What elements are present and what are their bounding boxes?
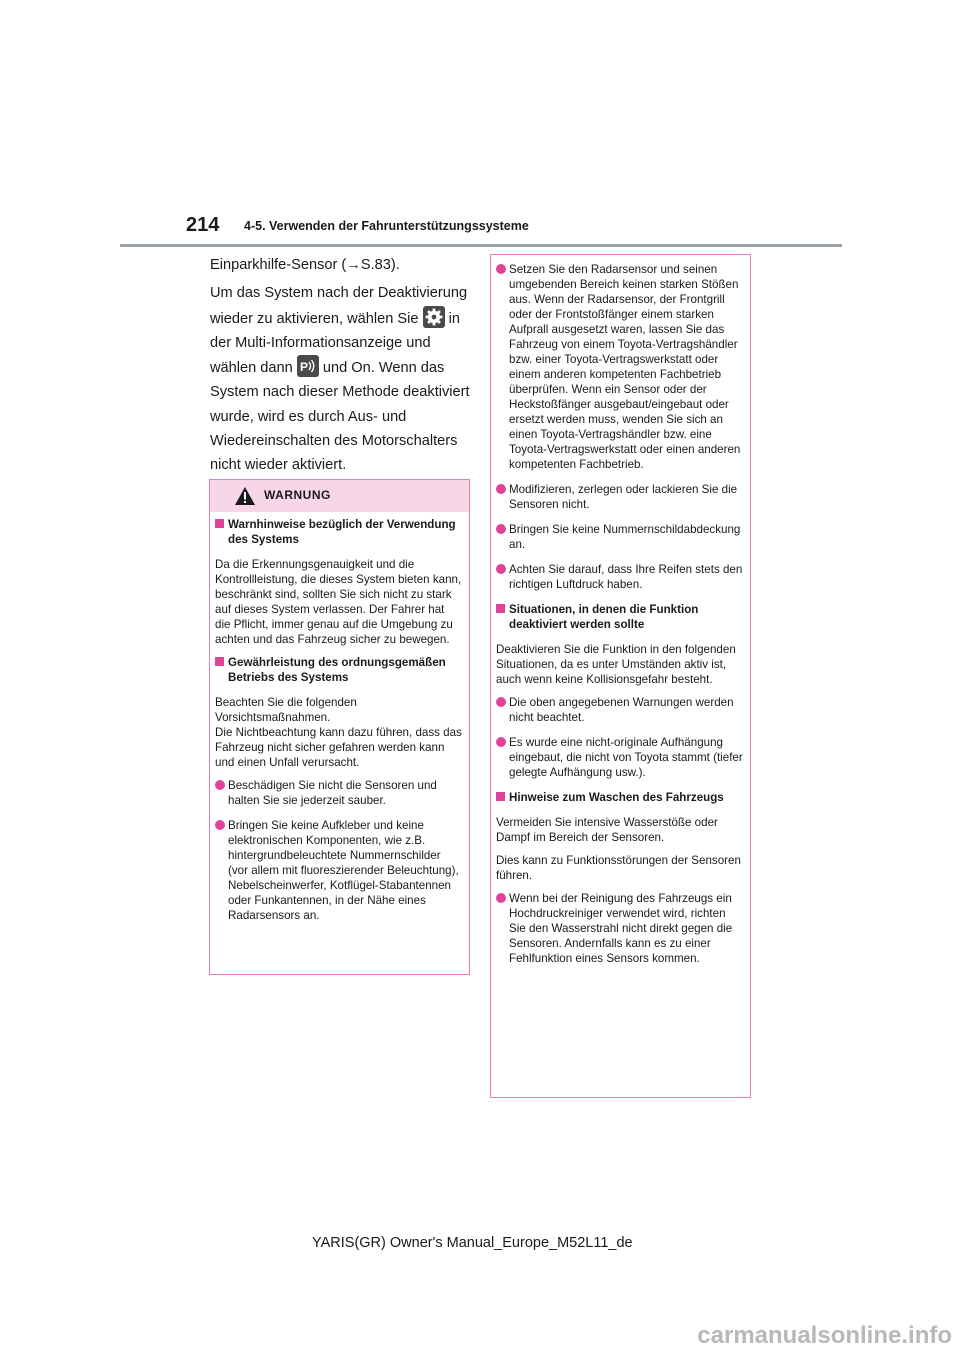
body-paragraph-2a: Um das System nach der Deaktivierung wieder zu aktivieren, wählen Sie: [210, 285, 468, 327]
right-warning-box: [490, 254, 751, 1098]
body-paragraph-2: [210, 281, 472, 477]
warning-content: [215, 517, 463, 933]
square-bullet-icon: [215, 657, 224, 666]
square-bullet-icon: [496, 792, 505, 801]
right-content: [496, 262, 744, 976]
page-number: 214: [186, 214, 220, 236]
square-bullet-icon: [215, 519, 224, 528]
warning-header: [210, 480, 469, 512]
body-paragraph-2c: und On. Wenn das System nach dieser Methode deaktiviert wurde, wird es durch Aus- und Wiedereinschalten des Motorschalters nicht wieder aktiviert.: [210, 360, 470, 474]
right-bullet-1: Setzen Sie den Radarsensor und seinen umgebenden Bereich keinen starken Stößen aus. Wenn der Radarsensor, der Frontgrill oder der Frontstoßfänger einem starken Aufprall ausgesetzt waren, lassen Sie das Fahrzeug von einem Toyota-Vertragshändler bzw. einer Toyota-Vertragswerkstatt oder einem anderen kompetenten Fachbetrieb überprüfen. Wenn ein Sensor oder der Heckstoßfänger ausgebaut/eingebaut oder ersetzt werden muss, wenden Sie sich an einen Toyota-Vertragshändler bzw. eine Toyota-Vertragswerkstatt oder einen anderen kompetenten Fachbetrieb.: [496, 262, 744, 472]
right-text-1: Deaktivieren Sie die Funktion in den folgenden Situationen, da es unter Umständen aktiv ist, auch wenn keine Kollisionsgefahr besteht.: [496, 643, 736, 686]
right-text-3: Dies kann zu Funktionsstörungen der Sensoren führen.: [496, 854, 741, 882]
round-bullet-icon: [496, 893, 506, 903]
warning-text-3: Die Nichtbeachtung kann dazu führen, dass das Fahrzeug nicht sicher gefahren werden kann und einen Unfall verursacht.: [215, 726, 462, 769]
warning-title: WARNUNG: [264, 488, 331, 502]
round-bullet-icon: [496, 524, 506, 534]
warning-box: [209, 479, 470, 975]
square-bullet-icon: [496, 604, 505, 613]
round-bullet-icon: [215, 780, 225, 790]
warning-text-2: Beachten Sie die folgenden Vorsichtsmaßnahmen.: [215, 696, 357, 724]
right-text-2: Vermeiden Sie intensive Wasserstöße oder Dampf im Bereich der Sensoren.: [496, 816, 718, 844]
right-bullet-5: Die oben angegebenen Warnungen werden nicht beachtet.: [496, 695, 744, 725]
section-title: 4-5. Verwenden der Fahrunterstützungssysteme: [244, 219, 529, 233]
right-heading-1: Situationen, in denen die Funktion deaktiviert werden sollte: [496, 602, 744, 632]
right-bullet-6: Es wurde eine nicht-originale Aufhängung eingebaut, die nicht von Toyota stammt (tiefer gelegte Aufhängung usw.).: [496, 735, 744, 780]
warning-triangle-icon: [234, 486, 256, 506]
round-bullet-icon: [496, 564, 506, 574]
warning-bullet-2: Bringen Sie keine Aufkleber und keine elektronischen Komponenten, wie z.B. hintergrundbeleuchtete Nummernschilder (vor allem mit fluoreszierender Beleuchtung), Nebelscheinwerfer, Kotflügel-Stabantennen oder Funkantennen, in der Nähe eines Radarsensors an.: [215, 818, 463, 923]
svg-text:P: P: [299, 360, 308, 375]
warning-heading-2: Gewährleistung des ordnungsgemäßen Betriebs des Systems: [215, 655, 463, 685]
round-bullet-icon: [496, 264, 506, 274]
right-heading-2: Hinweise zum Waschen des Fahrzeugs: [496, 790, 744, 805]
warning-heading-1: Warnhinweise bezüglich der Verwendung des Systems: [215, 517, 463, 547]
round-bullet-icon: [496, 737, 506, 747]
body-paragraph-1: Einparkhilfe-Sensor (→S.83).: [210, 257, 400, 273]
body-paragraph-2b: in der Multi-Informationsanzeige und wählen dann: [210, 310, 460, 377]
gear-icon: [423, 306, 445, 328]
header-rule: [120, 244, 842, 247]
watermark[interactable]: carmanualsonline.info: [697, 1322, 952, 1349]
right-bullet-2: Modifizieren, zerlegen oder lackieren Sie die Sensoren nicht.: [496, 482, 744, 512]
round-bullet-icon: [496, 697, 506, 707]
round-bullet-icon: [215, 820, 225, 830]
right-bullet-3: Bringen Sie keine Nummernschildabdeckung an.: [496, 522, 744, 552]
right-bullet-7: Wenn bei der Reinigung des Fahrzeugs ein Hochdruckreiniger verwendet wird, richten Sie den Wasserstrahl nicht direkt gegen die Sensoren. Andernfalls kann es zu einer Fehlfunktion eines Sensors kommen.: [496, 891, 744, 966]
body-text: [210, 253, 472, 478]
warning-bullet-1: Beschädigen Sie nicht die Sensoren und halten Sie sie jederzeit sauber.: [215, 778, 463, 808]
footer-text: YARIS(GR) Owner's Manual_Europe_M52L11_de: [312, 1235, 633, 1251]
right-bullet-4: Achten Sie darauf, dass Ihre Reifen stets den richtigen Luftdruck haben.: [496, 562, 744, 592]
round-bullet-icon: [496, 484, 506, 494]
parking-sensor-icon: [297, 355, 319, 377]
warning-text-1: Da die Erkennungsgenauigkeit und die Kontrollleistung, die dieses System bieten kann, beschränkt sind, sollten Sie sich nicht zu stark auf dieses System verlassen. Der Fahrer hat die Pflicht, immer genau auf die Umgebung zu achten und das Fahrzeug sicher zu bewegen.: [215, 558, 462, 646]
